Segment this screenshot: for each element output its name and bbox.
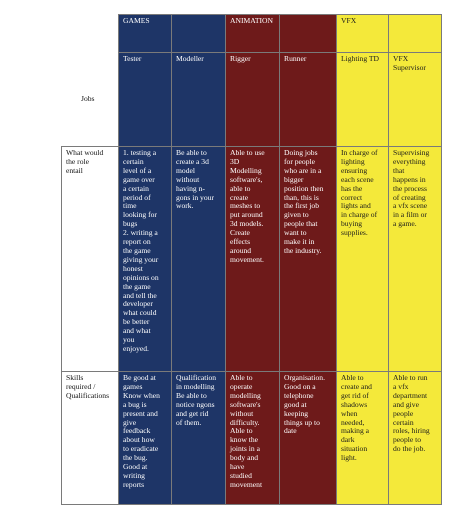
role-tester: 1. testing a certain level of a game over a certain period of time looking for bugs 2. writing a report on the game giving your honest opinions on the game and tell the developer what could be better and what you enjoyed. <box>123 148 159 353</box>
category-animation: ANIMATION <box>230 16 274 25</box>
skills-vfx-supervisor: Able to run a vfx department and give people certain roles, hiring people to do the job. <box>393 373 430 454</box>
skills-label: Skills required / Qualifications <box>66 373 110 400</box>
skills-modeller: Qualification in modelling Be able to notice ngons and get rid of them. <box>176 373 217 427</box>
role-modeller: Be able to create a 3d model without having n- gons in your work. <box>176 148 214 211</box>
role-runner: Doing jobs for people who are in a bigger position then than, this is the first job given to people that want to make it in the industry. <box>284 148 324 255</box>
category-vfx-cell <box>336 14 389 53</box>
category-animation-cell <box>225 14 280 53</box>
skills-tester: Be good at games Know when a bug is present and give feedback about how to eradicate the bug. Good at writing reports <box>123 373 160 489</box>
role-vfx-supervisor: Supervising everything that happens in the process of creating a vfx scene in a film or a game. <box>393 148 430 229</box>
skills-vfx-supervisor-cell <box>388 371 442 505</box>
skills-runner: Organisation. Good on a telephone good at keeping things up to date <box>284 373 325 436</box>
role-tester-cell <box>118 146 172 372</box>
role-rigger-cell <box>225 146 280 372</box>
skills-tester-cell <box>118 371 172 505</box>
role-label-cell <box>61 146 119 372</box>
skills-lighting-td: Able to create and get rid of shadows when needed, making a dark situation light. <box>341 373 372 463</box>
job-title-modeller: Modeller <box>176 54 204 63</box>
job-title-runner: Runner <box>284 54 307 63</box>
job-title-tester: Tester <box>123 54 142 63</box>
jobs-label: Jobs <box>81 94 95 103</box>
job-title-vfx-supervisor-cell <box>388 52 442 147</box>
job-title-rigger-cell <box>225 52 280 147</box>
job-title-rigger: Rigger <box>230 54 251 63</box>
role-label: What would the role entail <box>66 148 104 175</box>
category-animation-continuation <box>279 14 337 53</box>
role-runner-cell <box>279 146 337 372</box>
role-rigger: Able to use 3D Modelling software's, able to create meshes to put around 3d models. Create effects around movement. <box>230 148 265 264</box>
skills-runner-cell <box>279 371 337 505</box>
skills-rigger: Able to operate modelling software's without difficulty. Able to know the joints in a body and have studied movement <box>230 373 263 489</box>
category-vfx-continuation <box>388 14 442 53</box>
job-title-modeller-cell <box>171 52 226 147</box>
role-lighting-td-cell <box>336 146 389 372</box>
job-title-runner-cell <box>279 52 337 147</box>
category-vfx: VFX <box>341 16 357 25</box>
job-title-vfx-supervisor: VFX Supervisor <box>393 54 426 72</box>
skills-lighting-td-cell <box>336 371 389 505</box>
role-lighting-td: In charge of lighting ensuring each scene has the correct lights and in charge of buying supplies. <box>341 148 378 238</box>
job-title-tester-cell <box>118 52 172 147</box>
category-games-cell <box>118 14 172 53</box>
skills-modeller-cell <box>171 371 226 505</box>
role-vfx-supervisor-cell <box>388 146 442 372</box>
job-title-lighting-td: Lighting TD <box>341 54 380 63</box>
skills-label-cell <box>61 371 119 505</box>
role-modeller-cell <box>171 146 226 372</box>
jobs-label-cell <box>61 52 119 147</box>
category-games: GAMES <box>123 16 150 25</box>
job-title-lighting-td-cell <box>336 52 389 147</box>
skills-rigger-cell <box>225 371 280 505</box>
category-games-continuation <box>171 14 226 53</box>
